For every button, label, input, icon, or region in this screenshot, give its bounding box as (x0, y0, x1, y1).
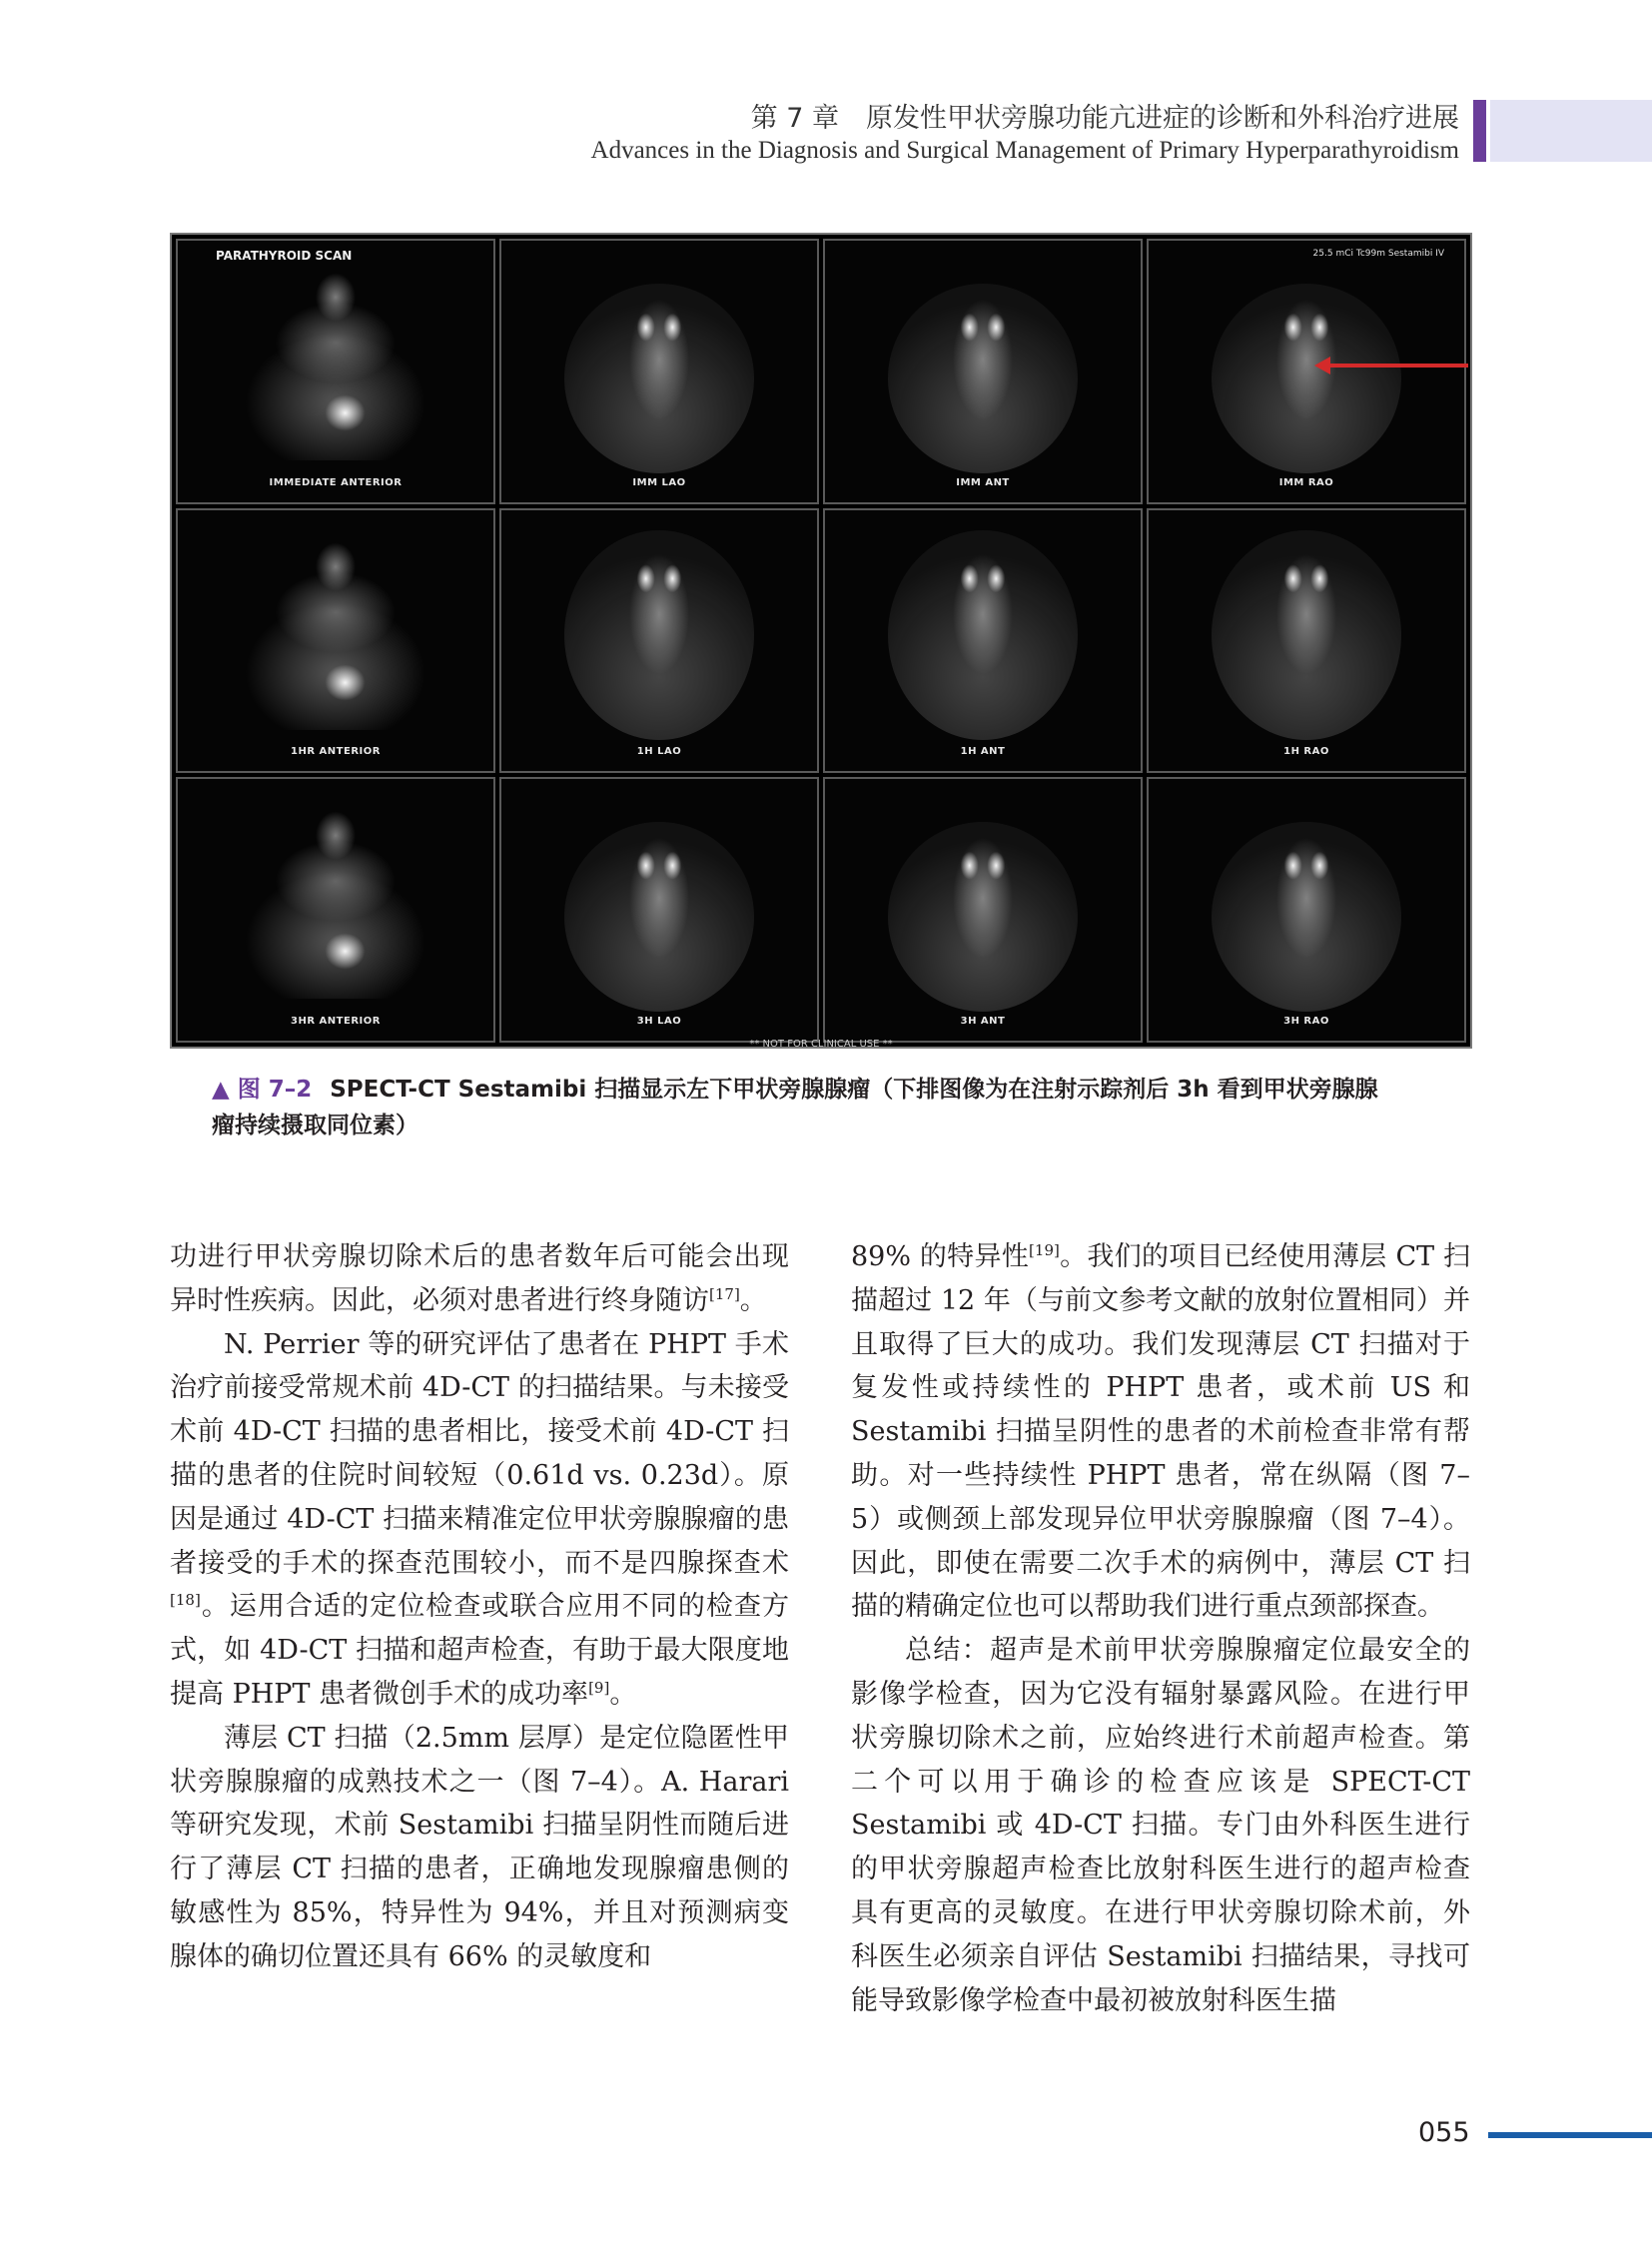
paragraph (851, 1629, 1470, 2022)
scan-image (888, 822, 1078, 1012)
caption-line-1: SPECT-CT Sestamibi 扫描显示左下甲状旁腺腺瘤（下排图像为在注射示踪剂后 3h 看到甲状旁腺腺 (330, 1077, 1378, 1103)
paragraph-text: 。我们的项目已经使用薄层 CT 扫描超过 12 年（与前文参考文献的放射位置相同）并且取得了巨大的成功。我们发现薄层 CT 扫描对于复发性或持续性的 PHPT 患者，或术前 US 和 Sestamibi 扫描呈阴性的患者的术前检查非常有帮助。对一些持续性 PHPT 患者，常在纵隔（图 7–5）或侧颈上部发现异位甲状旁腺腺瘤（图 7–4）。因此，即使在需要二次手术的病例中，薄层 CT 扫描的精确定位也可以帮助我们进行重点颈部探查。 (851, 1241, 1470, 1623)
scan-image (1212, 530, 1401, 740)
figure-footnote: ** NOT FOR CLINICAL USE ** (749, 1039, 893, 1050)
paragraph-text: N. Perrier 等的研究评估了患者在 PHPT 手术治疗前接受常规术前 4D-CT 的扫描结果。与未接受术前 4D-CT 扫描的患者相比，接受术前 4D-CT 扫描的患者的住院时间较短（0.61d vs. 0.23d）。原因是通过 4D-CT 扫描来精准定位甲状旁腺腺瘤的患者接受的手术的探查范围较小，而不是四腺探查术 (170, 1328, 789, 1579)
scan-panel-immediate-anterior (176, 239, 495, 504)
panel-label: 3HR ANTERIOR (291, 1015, 381, 1027)
parathyroid-scan-figure (170, 233, 1472, 1049)
panel-label: IMMEDIATE ANTERIOR (269, 476, 403, 488)
panel-label: 1H RAO (1283, 746, 1329, 758)
scan-image (888, 530, 1078, 740)
scan-panel-imm-lao (499, 239, 819, 504)
caption-line-2: 瘤持续摄取同位素） (212, 1113, 418, 1138)
panel-label: 1H LAO (636, 746, 682, 758)
figure-caption (212, 1072, 1460, 1143)
panel-label: 3H RAO (1283, 1015, 1329, 1027)
panel-label: 1HR ANTERIOR (291, 746, 381, 758)
citation: [19] (1029, 1241, 1060, 1259)
scan-image (564, 284, 754, 473)
citation: [9] (588, 1678, 610, 1697)
panel-label: IMM RAO (1278, 476, 1334, 488)
paragraph (170, 1235, 789, 1323)
scan-panel-3h-rao (1147, 777, 1466, 1043)
paragraph (170, 1323, 789, 1717)
paragraph-text: 89% 的特异性 (851, 1241, 1030, 1272)
paragraph-text: 。运用合适的定位检查或联合应用不同的检查方式，如 4D-CT 扫描和超声检查，有助于最大限度地提高 PHPT 患者微创手术的成功率 (170, 1591, 789, 1710)
scan-panel-imm-rao (1147, 239, 1466, 504)
scan-panel-1h-ant (823, 508, 1143, 774)
scan-image (1212, 284, 1401, 473)
figure-id: 图 7–2 (237, 1077, 313, 1103)
paragraph-text: 薄层 CT 扫描（2.5mm 层厚）是定位隐匿性甲状旁腺腺瘤的成熟技术之一（图 7–4）。A. Harari 等研究发现，术前 Sestamibi 扫描呈阴性而随后进行了薄层 CT 扫描的患者，正确地发现腺瘤患侧的敏感性为 85%，特异性为 94%，并且对预测病变腺体的确切位置还具有 66% 的灵敏度和 (170, 1722, 789, 1972)
panel-label: 1H ANT (960, 746, 1006, 758)
paragraph-text: 。 (739, 1284, 767, 1316)
red-arrow-head-icon (1314, 357, 1330, 374)
scan-panel-1h-rao (1147, 508, 1466, 774)
scan-image (888, 284, 1078, 473)
body-column-left (170, 1235, 789, 1979)
citation: [18] (170, 1591, 201, 1610)
header-accent-bar (1473, 100, 1486, 162)
scan-image (241, 271, 430, 460)
red-arrow-indicator (1328, 364, 1468, 368)
scan-panel-1h-lao (499, 508, 819, 774)
page-number: 055 (1418, 2117, 1470, 2148)
panel-label: IMM ANT (956, 476, 1010, 488)
paragraph-text: 功进行甲状旁腺切除术后的患者数年后可能会出现异时性疾病。因此，必须对患者进行终身随访 (170, 1241, 789, 1316)
scan-panel-3h-lao (499, 777, 819, 1043)
scan-panel-3hr-anterior (176, 777, 495, 1043)
scan-panel-3h-ant (823, 777, 1143, 1043)
panel-label: 3H ANT (960, 1015, 1006, 1027)
chapter-title-cn: 第 7 章 原发性甲状旁腺功能亢进症的诊断和外科治疗进展 (750, 103, 1459, 134)
body-column-right (851, 1235, 1470, 2022)
dose-label: 25.5 mCi Tc99m Sestamibi IV (1312, 249, 1444, 259)
scan-image (564, 822, 754, 1012)
scan-title: PARATHYROID SCAN (216, 249, 353, 263)
paragraph (170, 1717, 789, 1979)
citation: [17] (709, 1284, 740, 1303)
paragraph-text: 总结：超声是术前甲状旁腺腺瘤定位最安全的影像学检查，因为它没有辐射暴露风险。在进行甲状旁腺切除术之前，应始终进行术前超声检查。第二个可以用于确诊的检查应该是 SPECT-CT Sestamibi 或 4D-CT 扫描。专门由外科医生进行的甲状旁腺超声检查比放射科医生进行的超声检查具有更高的灵敏度。在进行甲状旁腺切除术前，外科医生必须亲自评估 Sestamibi 扫描结果，寻找可能导致影像学检查中最初被放射科医生描 (851, 1635, 1470, 2016)
scan-panel-1hr-anterior (176, 508, 495, 774)
paragraph-text: 。 (609, 1678, 637, 1710)
triangle-marker-icon: ▲ (212, 1077, 230, 1103)
chapter-title-en: Advances in the Diagnosis and Surgical Management of Primary Hyperparathyroidism (590, 137, 1459, 164)
scan-panel-imm-ant (823, 239, 1143, 504)
scan-image (564, 530, 754, 740)
paragraph (851, 1235, 1470, 1629)
header-tab-block (1490, 100, 1652, 162)
scan-image (241, 540, 430, 730)
scan-image (241, 809, 430, 999)
panel-label: IMM LAO (632, 476, 686, 488)
scan-image (1212, 822, 1401, 1012)
page-number-bar (1488, 2132, 1652, 2138)
panel-label: 3H LAO (636, 1015, 682, 1027)
